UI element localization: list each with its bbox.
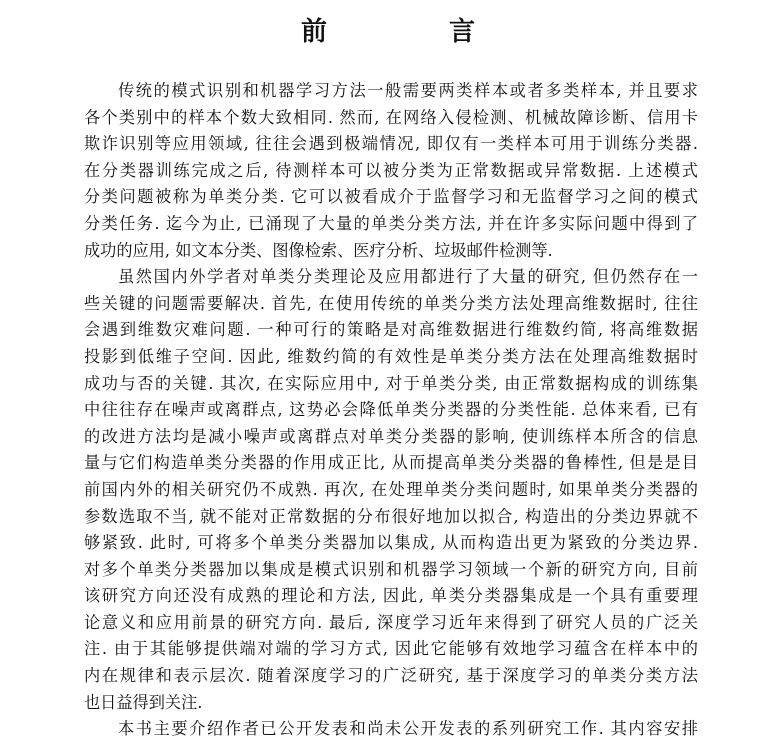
text-line: 该研究方向还没有成熟的理论和方法, 因此, 单类分类器集成是一个具有重要理 — [84, 586, 698, 606]
text-line: 也日益得到关注. — [84, 692, 203, 712]
document-body — [84, 78, 698, 743]
text-line: 传统的模式识别和机器学习方法一般需要两类样本或者多类样本, 并且要求 — [118, 81, 698, 100]
text-line: 论意义和应用前景的研究方向. 最后, 深度学习近年来得到了研究人员的广泛关 — [84, 612, 698, 632]
page-title: 前 言 — [300, 17, 523, 47]
text-line: 够紧致. 此时, 可将多个单类分类器加以集成, 从而构造出更为紧致的分类边界. — [84, 533, 698, 553]
text-line: 对多个单类分类器加以集成是模式识别和机器学习领域一个新的研究方向, 目前 — [84, 559, 698, 579]
paragraph — [84, 264, 698, 716]
text-line: 各个类别中的样本个数大致相同. 然而, 在网络入侵检测、机械故障诊断、信用卡 — [84, 107, 698, 127]
paragraph — [84, 716, 698, 743]
text-line: 内在规律和表示层次. 随着深度学习的广泛研究, 基于深度学习的单类分类方法 — [84, 666, 698, 686]
paragraph — [84, 78, 698, 264]
text-line: 中往往存在噪声或离群点, 这势必会降低单类分类器的分类性能. 总体来看, 已有 — [84, 400, 698, 420]
text-line: 本书主要介绍作者已公开发表和尚未公开发表的系列研究工作. 其内容安排 — [118, 719, 698, 739]
text-line: 量与它们构造单类分类器的作用成正比, 从而提高单类分类器的鲁棒性, 但是是目 — [84, 453, 698, 473]
text-line: 在分类器训练完成之后, 待测样本可以被分类为正常数据或异常数据. 上述模式 — [84, 160, 698, 180]
text-line: 虽然国内外学者对单类分类理论及应用都进行了大量的研究, 但仍然存在一 — [118, 267, 698, 287]
text-line: 参数选取不当, 就不能对正常数据的分布很好地加以拟合, 构造出的分类边界就不 — [84, 506, 698, 526]
text-line: 成功的应用, 如文本分类、图像检索、医疗分析、垃圾邮件检测等. — [84, 240, 553, 260]
text-line: 成功与否的关键. 其次, 在实际应用中, 对于单类分类, 由正常数据构成的训练集 — [84, 373, 698, 393]
text-line: 会遇到维数灾难问题. 一种可行的策略是对高维数据进行维数约简, 将高维数据 — [84, 320, 698, 340]
text-line: 投影到低维子空间. 因此, 维数约简的有效性是单类分类方法在处理高维数据时 — [84, 346, 698, 366]
text-line: 分类问题被称为单类分类. 它可以被看成介于监督学习和无监督学习之间的模式 — [84, 187, 698, 207]
text-line: 注. 由于其能够提供端对端的学习方式, 因此它能够有效地学习蕴含在样本中的 — [84, 639, 698, 659]
text-line: 些关键的问题需要解决. 首先, 在使用传统的单类分类方法处理高维数据时, 往往 — [84, 293, 698, 313]
text-line: 分类任务. 迄今为止, 已涌现了大量的单类分类方法, 并在许多实际问题中得到了 — [84, 213, 698, 233]
text-line: 的改进方法均是减小噪声或离群点对单类分类器的影响, 使训练样本所含的信息 — [84, 426, 698, 446]
text-line: 欺诈识别等应用领域, 往往会遇到极端情况, 即仅有一类样本可用于训练分类器. — [84, 134, 698, 154]
text-line: 前国内外的相关研究仍不成熟. 再次, 在处理单类分类问题时, 如果单类分类器的 — [84, 479, 698, 499]
